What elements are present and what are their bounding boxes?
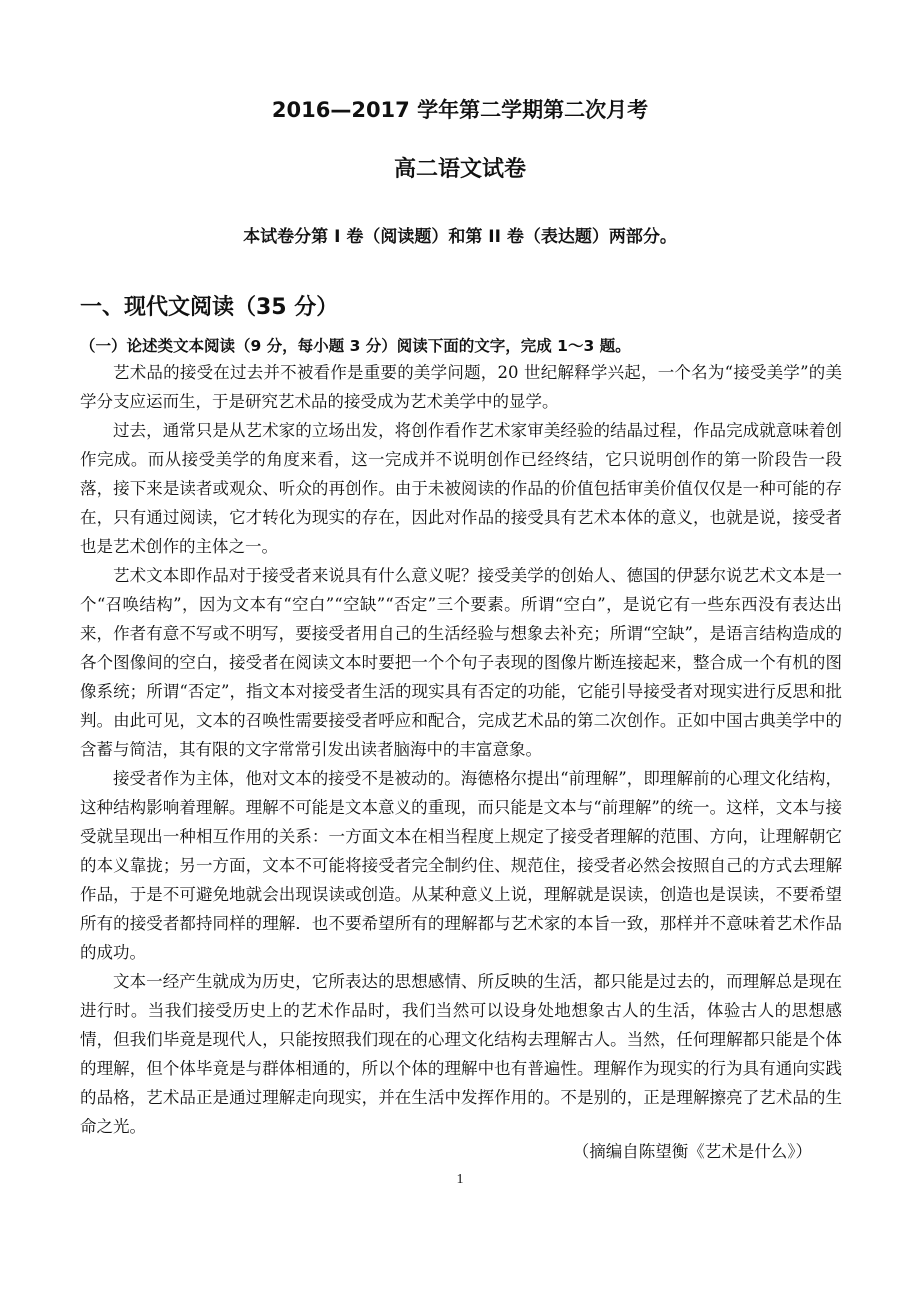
passage-paragraph-4: 接受者作为主体，他对文本的接受不是被动的。海德格尔提出“前理解”，即理解前的心理文化结构，这种结构影响着理解。理解不可能是文本意义的重现，而只能是文本与“前理解”的统一。这样，文本与接受就呈现出一种相互作用的关系：一方面文本在相当程度上规定了接受者理解的范围、方向，让理解朝它的本义靠拢；另一方面，文本不可能将接受者完全制约住、规范住，接受者必然会按照自己的方式去理解作品，于是不可避免地就会出现误读或创造。从某种意义上说，理解就是误读，创造也是误读，不要希望所有的接受者都持同样的理解．也不要希望所有的理解都与艺术家的本旨一致，那样并不意味着艺术作品的成功。 xyxy=(80,769,842,962)
section-heading: 一、现代文阅读（35 分） xyxy=(80,295,339,320)
passage-paragraph-3: 艺术文本即作品对于接受者来说具有什么意义呢？接受美学的创始人、德国的伊瑟尔说艺术文本是一个“召唤结构”，因为文本有“空白”“空缺”“否定”三个要素。所谓“空白”，是说它有一些东西没有表达出来，作者有意不写或不明写，要接受者用自己的生活经验与想象去补充；所谓“空缺”，是语言结构造成的各个图像间的空白，接受者在阅读文本时要把一个个句子表现的图像片断连接起来，整合成一个有机的图像系统；所谓“否定”，指文本对接受者生活的现实具有否定的功能，它能引导接受者对现实进行反思和批判。由此可见，文本的召唤性需要接受者呼应和配合，完成艺术品的第二次创作。正如中国古典美学中的含蓄与简洁，其有限的文字常常引发出读者脑海中的丰富意象。 xyxy=(80,566,842,759)
passage-paragraph-1: 艺术品的接受在过去并不被看作是重要的美学问题，20 世纪解释学兴起，一个名为“接受美学”的美学分支应运而生，于是研究艺术品的接受成为艺术美学中的显学。 xyxy=(80,363,842,411)
reading-passage xyxy=(80,358,842,1141)
exam-title: 2016—2017 学年第二学期第二次月考 xyxy=(271,98,649,122)
section-subheading: （一）论述类文本阅读（9 分，每小题 3 分）阅读下面的文字，完成 1～3 题。 xyxy=(80,337,631,355)
passage-paragraph-5: 文本一经产生就成为历史，它所表达的思想感情、所反映的生活，都只能是过去的，而理解总是现在进行时。当我们接受历史上的艺术作品时，我们当然可以设身处地想象古人的生活，体验古人的思想感情，但我们毕竟是现代人，只能按照我们现在的心理文化结构去理解古人。当然，任何理解都只能是个体的理解，但个体毕竟是与群体相通的，所以个体的理解中也有普遍性。理解作为现实的行为具有通向实践的品格，艺术品正是通过理解走向现实，并在生活中发挥作用的。不是别的，正是理解擦亮了艺术品的生命之光。 xyxy=(80,972,842,1136)
passage-paragraph-2: 过去，通常只是从艺术家的立场出发，将创作看作艺术家审美经验的结晶过程，作品完成就意味着创作完成。而从接受美学的角度来看，这一完成并不说明创作已经终结，它只说明创作的第一阶段告一段落，接下来是读者或观众、听众的再创作。由于未被阅读的作品的价值包括审美价值仅仅是一种可能的存在，只有通过阅读，它才转化为现实的存在，因此对作品的接受具有艺术本体的意义，也就是说，接受者也是艺术创作的主体之一。 xyxy=(80,421,842,556)
passage-source: （摘编自陈望衡《艺术是什么》） xyxy=(572,1142,812,1161)
page-number: 1 xyxy=(456,1172,464,1187)
exam-intro: 本试卷分第 I 卷（阅读题）和第 II 卷（表达题）两部分。 xyxy=(243,227,677,247)
exam-subtitle: 高二语文试卷 xyxy=(393,157,526,182)
